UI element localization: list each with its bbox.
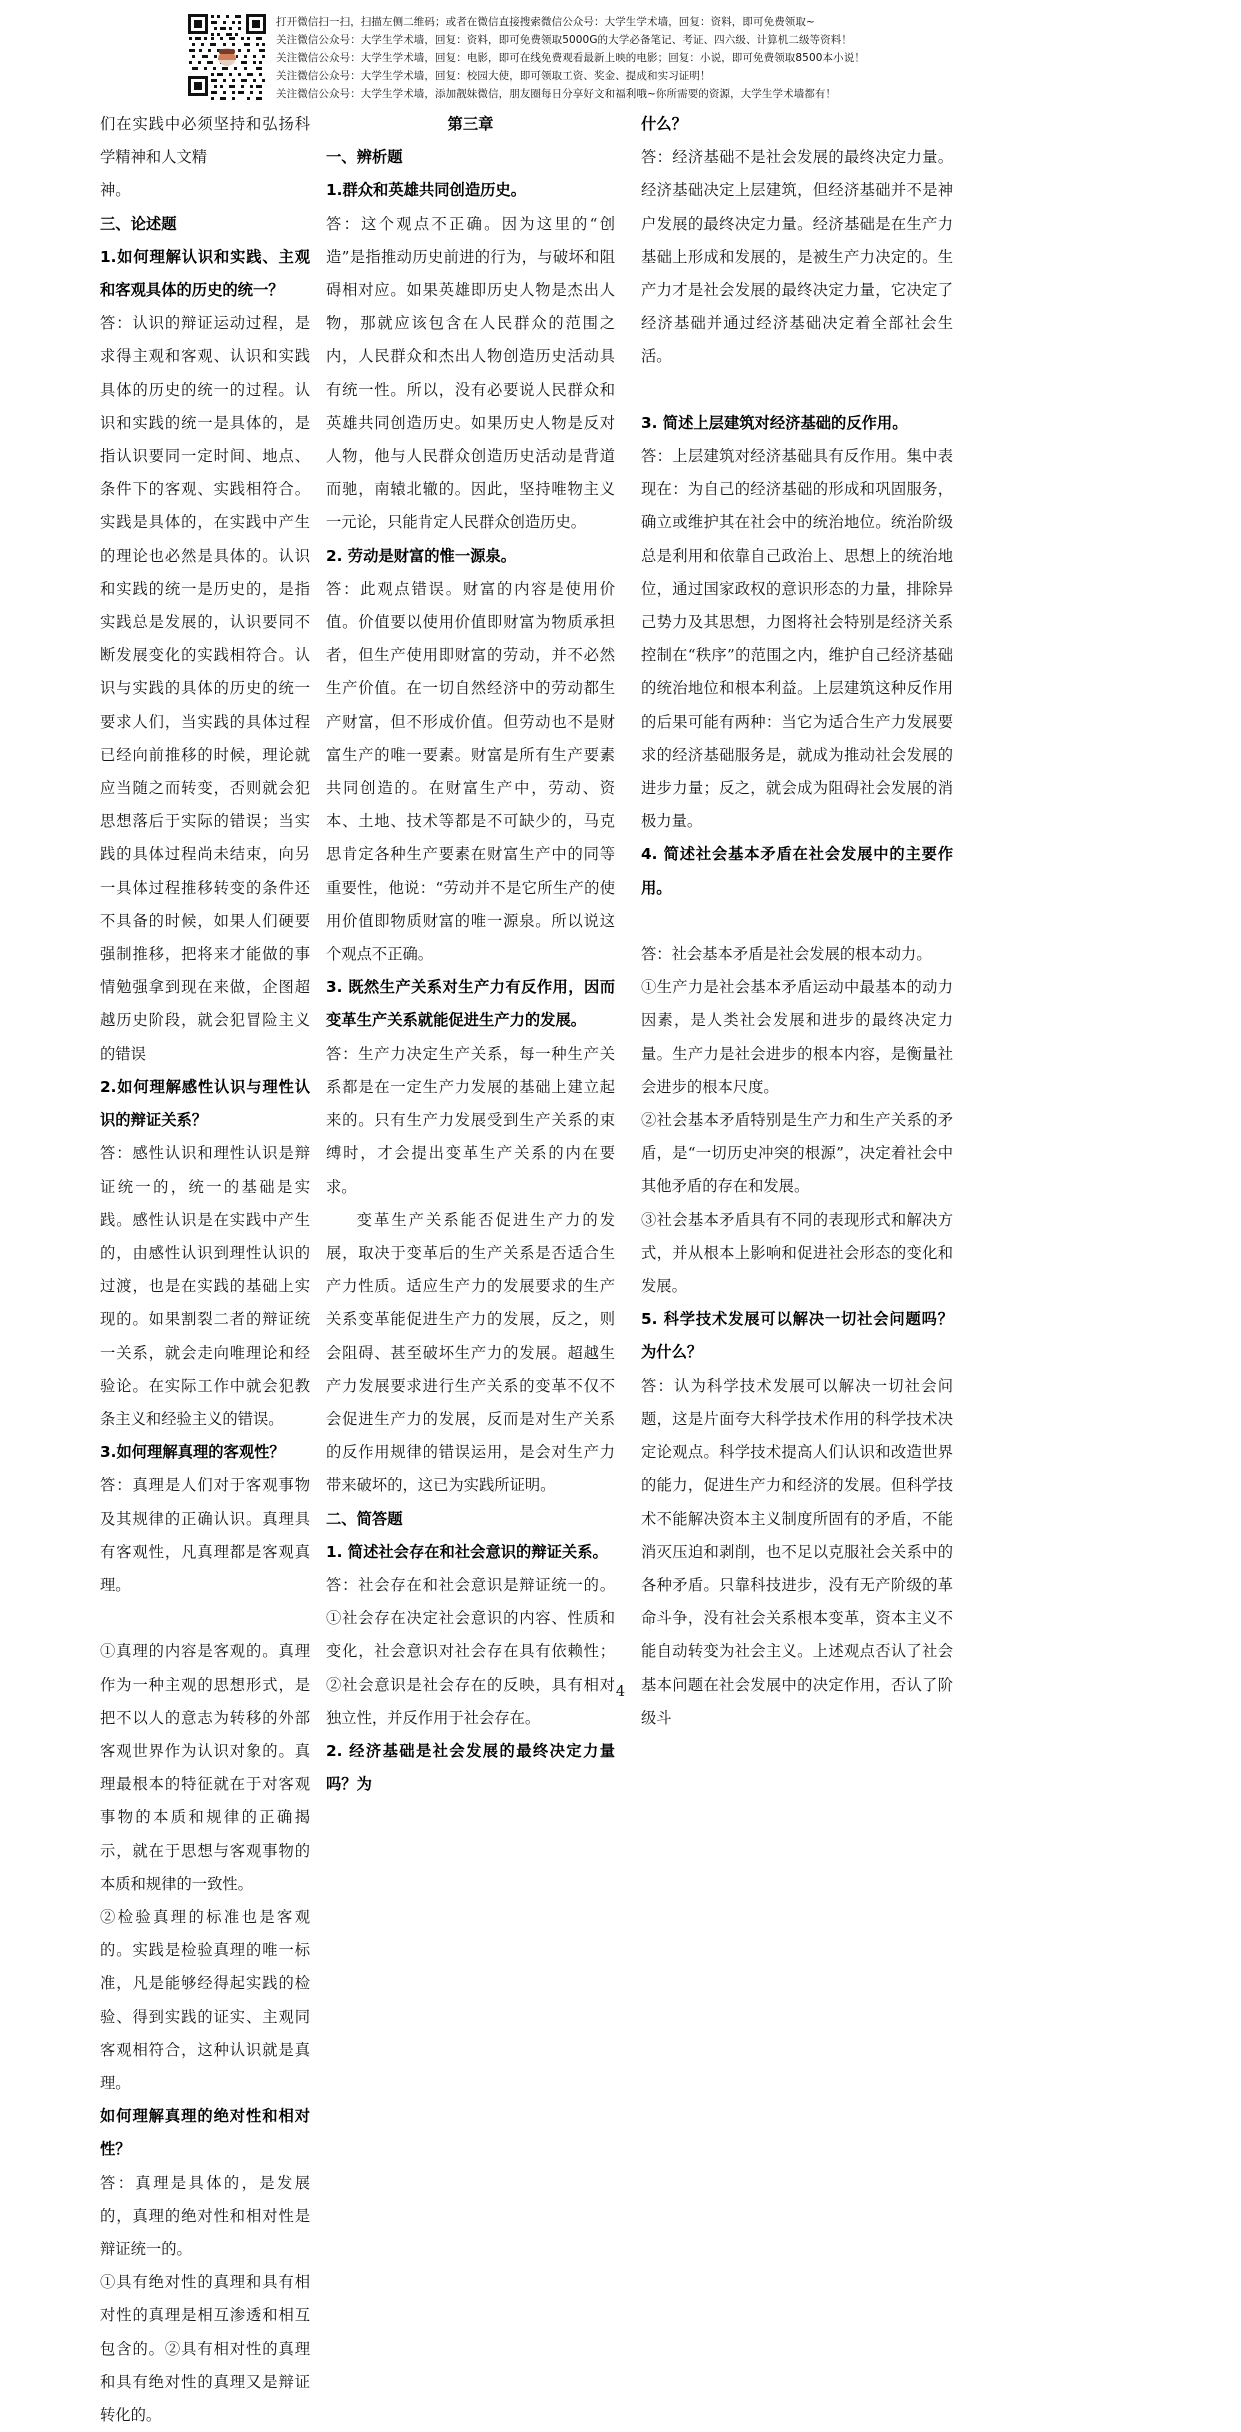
promo-line: 关注微信公众号：大学生学术墙，添加靓妹微信，朋友圈每日分享好文和福利哦~你所需要的资源，大学生学术墙都有！ [276, 88, 837, 100]
paragraph: 答：这个观点不正确。因为这里的“创造”是指推动历史前进的行为，与破坏和阻碍相对应。如果英雄即历史人物是杰出人物，那就应该包含在人民群众的范围之内，人民群众和杰出人物创造历史活动具有统一性。所以，没有必要说人民群众和英雄共同创造历史。如果历史人物是反对人物，他与人民群众创造历史活动是背道而驰，南辕北辙的。因此，坚持唯物主义一元论，只能肯定人民群众创造历史。 [326, 214, 615, 532]
section-heading: 一、辨析题 [326, 148, 403, 167]
column-left [0, 108, 318, 2424]
question-heading: 什么？ [641, 115, 687, 133]
paragraph: 答：生产力决定生产关系，每一种生产关系都是在一定生产力发展的基础上建立起来的。只有生产力发展受到生产关系的束缚时，才会提出变革生产关系的内在要求。 [326, 1044, 615, 1196]
section-heading: 三、论述题 [100, 214, 177, 233]
paragraph: ③社会基本矛盾具有不同的表现形式和解决方式，并从根本上影响和促进社会形态的变化和发展。 [641, 1210, 953, 1296]
promo-line: 关注微信公众号：大学生学术墙，回复：电影，即可在线免费观看最新上映的电影；回复：小说，即可免费领取8500本小说！ [276, 52, 865, 64]
promo-line: 关注微信公众号：大学生学术墙，回复：资料，即可免费领取5000G的大学必备笔记、考证、四六级、计算机二级等资料！ [276, 34, 852, 46]
paragraph: ①真理的内容是客观的。真理作为一种主观的思想形式，是把不以人的意志为转移的外部客观世界作为认识对象的。真理最根本的特征就在于对客观事物的本质和规律的正确揭示，就在于思想与客观事物的本质和规律的一致性。 [100, 1642, 310, 1893]
paragraph: 答：感性认识和理性认识是辩证统一的，统一的基础是实践。感性认识是在实践中产生的，由感性认识到理性认识的过渡，也是在实践的基础上实现的。如果割裂二者的辩证统一关系，就会走向唯理论和经验论。在实际工作中就会犯教条主义和经验主义的错误。 [100, 1144, 310, 1428]
question-heading: 1.如何理解认识和实践、主观和客观具体的历史的统一？ [100, 247, 310, 300]
question-heading: 1.群众和英雄共同创造历史。 [326, 181, 527, 200]
paragraph-spacer [641, 374, 953, 407]
promo-banner [186, 12, 1186, 104]
promo-line: 打开微信扫一扫，扫描左侧二维码；或者在微信直接搜索微信公众号：大学生学术墙，回复：资料，即可免费领取~ [276, 16, 815, 28]
paragraph: 神。 [100, 181, 131, 200]
qr-code-icon [186, 12, 268, 100]
question-heading: 1. 简述社会存在和社会意识的辩证关系。 [326, 1542, 608, 1561]
paragraph: 答：社会存在和社会意识是辩证统一的。①社会存在决定社会意识的内容、性质和变化，社会意识对社会存在具有依赖性；②社会意识是社会存在的反映，具有相对独立性，并反作用于社会存在。 [326, 1575, 615, 1727]
paragraph: 答：社会基本矛盾是社会发展的根本动力。 [641, 945, 932, 964]
chapter-title: 第三章 [447, 115, 494, 133]
paragraph: 答：真理是人们对于客观事物及其规律的正确认识。真理具有客观性，凡真理都是客观真理。 [100, 1476, 310, 1594]
paragraph: 变革生产关系能否促进生产力的发展，取决于变革后的生产关系是否适合生产力性质。适应生产力的发展要求的生产关系变革能促进生产力的发展，反之，则会阻碍、甚至破坏生产力的发展。超越生产力发展要求进行生产关系的变革不仅不会促进生产力的发展，反而是对生产关系的反作用规律的错误运用，是会对生产力带来破坏的，这已为实践所证明。 [326, 1210, 615, 1495]
paragraph: ②社会基本矛盾特别是生产力和生产关系的矛盾，是“一切历史冲突的根源”，决定着社会中其他矛盾的存在和发展。 [641, 1111, 953, 1196]
paragraph: ②检验真理的标准也是客观的。实践是检验真理的唯一标准，凡是能够经得起实践的检验、得到实践的证实、主观同客观相符合，这种认识就是真理。 [100, 1907, 310, 2092]
paragraph: ①具有绝对性的真理和具有相对性的真理是相互渗透和相互包含的。②具有相对性的真理和具有绝对性的真理又是辩证转化的。 [100, 2273, 310, 2424]
question-heading: 如何理解真理的绝对性和相对性？ [100, 2107, 310, 2159]
paragraph: ①生产力是社会基本矛盾运动中最基本的动力因素，是人类社会发展和进步的最终决定力量。生产力是社会进步的根本内容，是衡量社会进步的根本尺度。 [641, 978, 953, 1096]
question-heading: 5. 科学技术发展可以解决一切社会问题吗？为什么？ [641, 1310, 953, 1362]
question-heading: 3. 简述上层建筑对经济基础的反作用。 [641, 413, 908, 432]
paragraph-spacer [641, 905, 953, 938]
paragraph: 答：上层建筑对经济基础具有反作用。集中表现在：为自己的经济基础的形成和巩固服务，确立或维护其在社会中的统治地位。统治阶级总是利用和依靠自己政治上、思想上的统治地位，通过国家政权的意识形态的力量，排除异己势力及其思想，力图将社会特别是经济关系控制在“秩序”的范围之内，维护自己经济基础的统治地位和根本利益。上层建筑这种反作用的后果可能有两种：当它为适合生产力发展要求的经济基础服务是，就成为推动社会发展的进步力量；反之，就会成为阻碍社会发展的消极力量。 [641, 447, 953, 831]
paragraph: 答：此观点错误。财富的内容是使用价值。价值要以使用价值即财富为物质承担者，但生产使用即财富的劳动，并不必然生产价值。在一切自然经济中的劳动都生产财富，但不形成价值。但劳动也不是财富生产的唯一要素。财富是所有生产要素共同创造的。在财富生产中，劳动、资本、土地、技术等都是不可缺少的，马克思肯定各种生产要素在财富生产中的同等重要性，他说：“劳动并不是它所生产的使用价值即物质财富的唯一源泉。所以说这个观点不正确。 [326, 579, 615, 964]
question-heading: 2. 经济基础是社会发展的最终决定力量吗？为 [326, 1741, 615, 1794]
question-heading: 4. 简述社会基本矛盾在社会发展中的主要作用。 [641, 845, 953, 897]
question-heading: 2. 劳动是财富的惟一源泉。 [326, 546, 517, 565]
column-middle [318, 108, 623, 1794]
question-heading: 3.如何理解真理的客观性？ [100, 1443, 285, 1462]
paragraph: 答：经济基础不是社会发展的最终决定力量。经济基础决定上层建筑，但经济基础并不是神户发展的最终决定力量。经济基础是在生产力基础上形成和发展的，是被生产力决定的。生产力才是社会发展的最终决定力量，它决定了经济基础并通过经济基础决定着全部社会生活。 [641, 148, 953, 366]
text-columns [0, 108, 1241, 2424]
page-number: 4 [615, 1684, 626, 1700]
paragraph: 答：认为科学技术发展可以解决一切社会问题，这是片面夸大科学技术作用的科学技术决定论观点。科学技术提高人们认识和改造世界的能力，促进生产力和经济的发展。但科学技术不能解决资本主义制度所固有的矛盾，不能消灭压迫和剥削，也不足以克服社会关系中的各种矛盾。只靠科技进步，没有无产阶级的革命斗争，没有社会关系根本变革，资本主义不能自动转变为社会主义。上述观点否认了社会基本问题在社会发展中的决定作用，否认了阶级斗 [641, 1376, 953, 1727]
paragraph: 们在实践中必须坚持和弘扬科学精神和人文精 [100, 115, 310, 167]
question-heading: 2.如何理解感性认识与理性认识的辩证关系？ [100, 1077, 310, 1130]
question-heading: 3. 既然生产关系对生产力有反作用，因而变革生产关系就能促进生产力的发展。 [326, 978, 615, 1030]
paragraph: 答：认识的辩证运动过程，是求得主观和客观、认识和实践具体的历史的统一的过程。认识和实践的统一是具体的，是指认识要同一定时间、地点、条件下的客观、实践相符合。实践是具体的，在实践中产生的理论也必然是具体的。认识和实践的统一是历史的，是指实践总是发展的，认识要同不断发展变化的实践相符合。认识与实践的具体的历史的统一要求人们，当实践的具体过程已经向前推移的时候，理论就应当随之而转变，否则就会犯思想落后于实际的错误；当实践的具体过程尚未结束，向另一具体过程推移转变的条件还不具备的时候，如果人们硬要强制推移，把将来才能做的事情勉强拿到现在来做，企图超越历史阶段，就会犯冒险主义的错误 [100, 314, 310, 1063]
promo-line: 关注微信公众号：大学生学术墙，回复：校园大使，即可领取工资、奖金、提成和实习证明！ [276, 70, 711, 82]
promo-text-lines [276, 12, 865, 103]
section-heading: 二、简答题 [326, 1509, 403, 1528]
paragraph-spacer [100, 1602, 310, 1635]
column-right [623, 108, 963, 1727]
paragraph: 答：真理是具体的，是发展的，真理的绝对性和相对性是辩证统一的。 [100, 2173, 310, 2258]
